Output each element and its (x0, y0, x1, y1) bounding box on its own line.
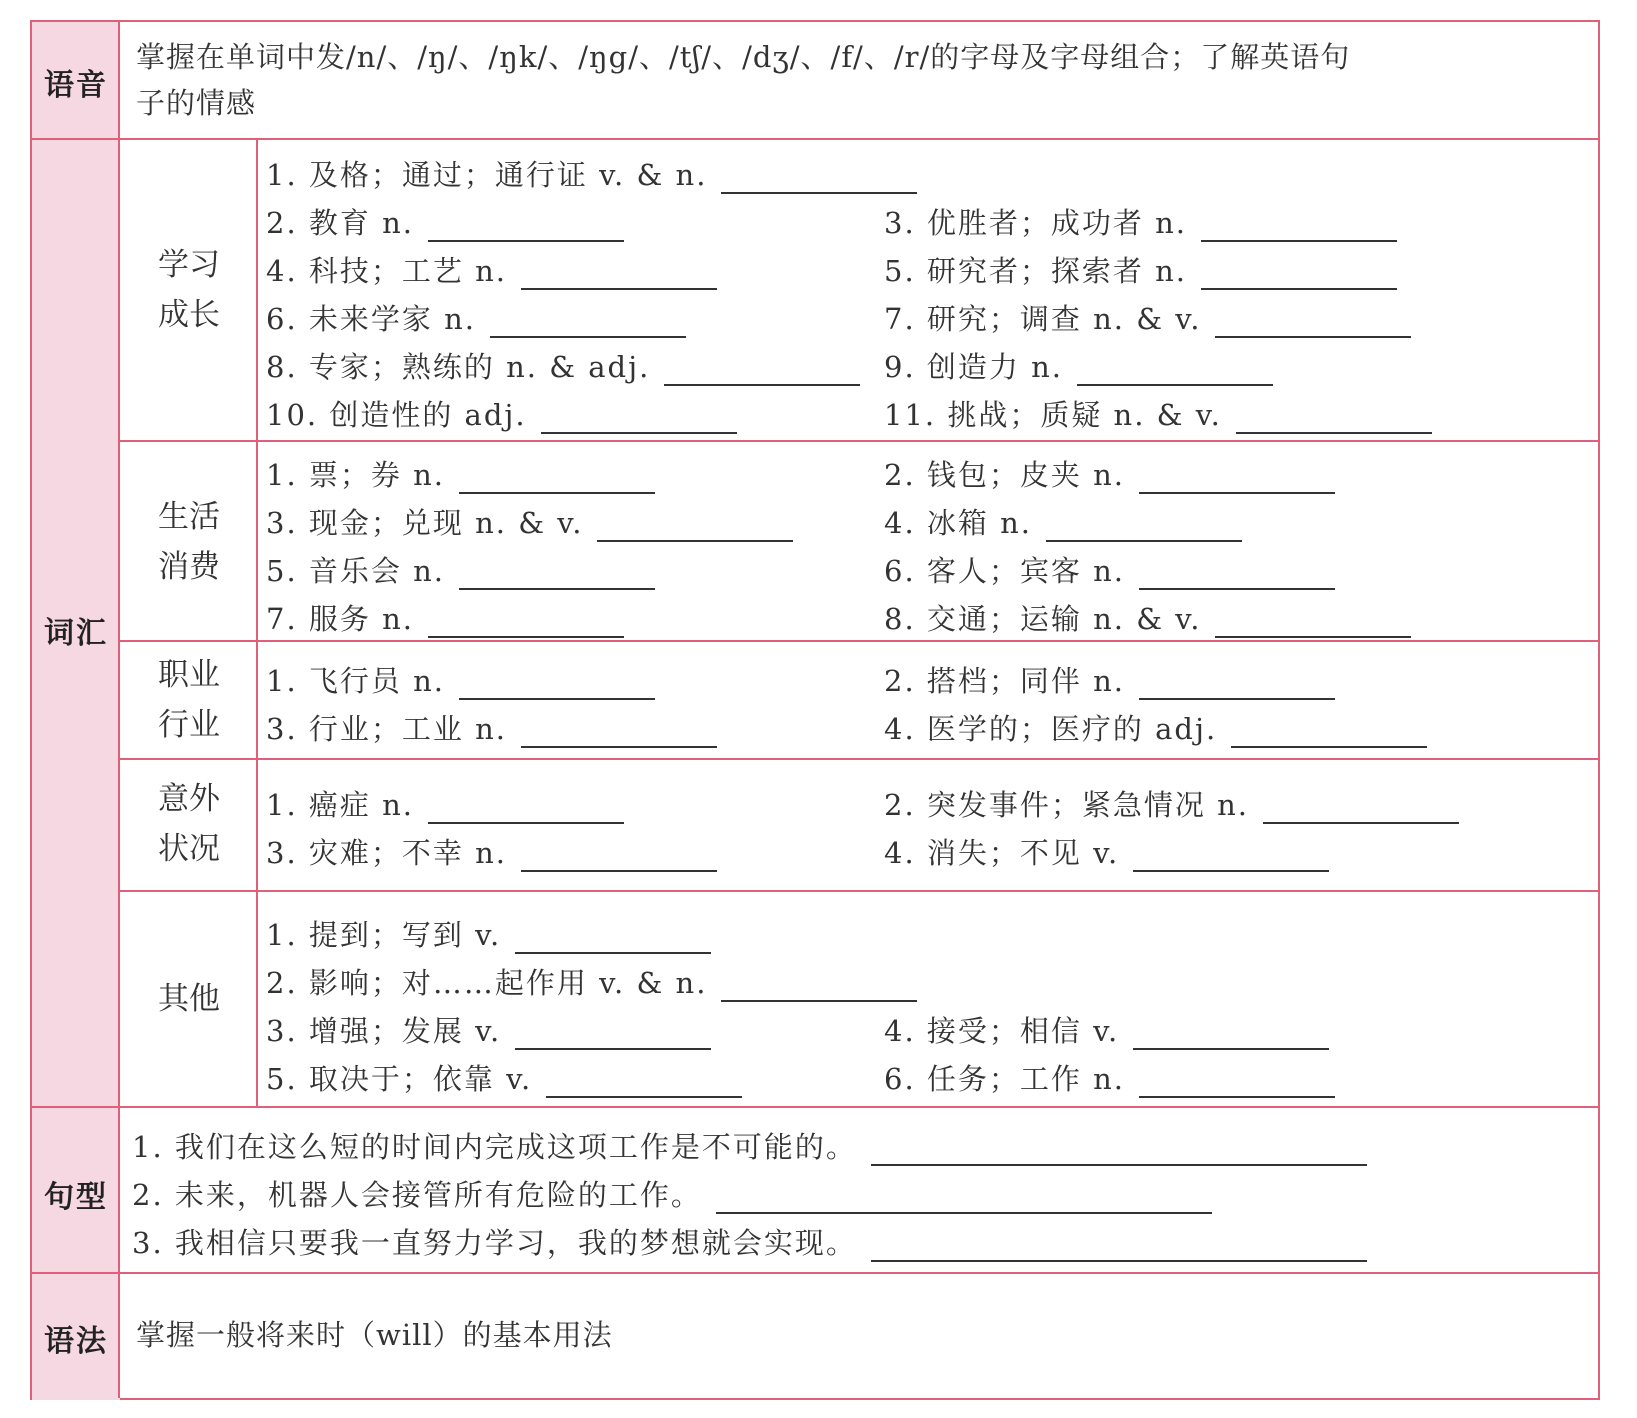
vocab-group-life-label: 生活 消费 (158, 499, 220, 585)
answer-blank[interactable] (664, 356, 860, 386)
grammar-text: 掌握一般将来时（will）的基本用法 (136, 1318, 613, 1352)
answer-blank[interactable] (1263, 794, 1459, 824)
vocab-study-item-3: 3. 优胜者；成功者 n. (884, 196, 1397, 242)
divider-pronunciation (32, 138, 1598, 140)
answer-blank[interactable] (1139, 670, 1335, 700)
answer-blank[interactable] (1201, 212, 1397, 242)
vocab-career-item-2: 2. 搭档；同伴 n. (884, 654, 1335, 700)
vocab-life-item-1: 1. 票；券 n. (266, 448, 655, 494)
vocab-study-item-5: 5. 研究者；探索者 n. (884, 244, 1397, 290)
divider-vocab-group-2 (120, 640, 1598, 642)
sentence-item-2: 2. 未来，机器人会接管所有危险的工作。 (132, 1168, 1212, 1214)
vocab-study-item-9: 9. 创造力 n. (884, 340, 1273, 386)
vocabulary-label: 词汇 (44, 616, 108, 651)
answer-blank[interactable] (521, 718, 717, 748)
vocab-group-accident-label: 意外 状况 (158, 781, 220, 867)
answer-blank[interactable] (1236, 404, 1432, 434)
answer-blank[interactable] (871, 1136, 1367, 1166)
grammar-label: 语法 (44, 1324, 108, 1359)
answer-blank[interactable] (521, 260, 717, 290)
divider-vocab-group-3 (120, 758, 1598, 760)
answer-blank[interactable] (1231, 718, 1427, 748)
divider-vocab-group-4 (120, 890, 1598, 892)
vocab-career-item-1: 1. 飞行员 n. (266, 654, 655, 700)
worksheet-table (30, 20, 1600, 1400)
answer-blank[interactable] (597, 512, 793, 542)
vocab-other-item-3: 3. 增强；发展 v. (266, 1004, 711, 1050)
answer-blank[interactable] (459, 670, 655, 700)
vocab-life-item-7: 7. 服务 n. (266, 592, 624, 638)
answer-blank[interactable] (1215, 308, 1411, 338)
answer-blank[interactable] (490, 308, 686, 338)
vocab-life-item-4: 4. 冰箱 n. (884, 496, 1242, 542)
pronunciation-label: 语音 (44, 68, 108, 103)
vocab-other-item-6: 6. 任务；工作 n. (884, 1052, 1335, 1098)
divider-sentence (32, 1272, 1598, 1274)
divider-vocab-group-1 (120, 440, 1598, 442)
vocab-accident-item-3: 3. 灾难；不幸 n. (266, 826, 717, 872)
answer-blank[interactable] (459, 464, 655, 494)
vocab-group-study-label: 学习 成长 (158, 247, 220, 333)
vocab-study-item-4: 4. 科技；工艺 n. (266, 244, 717, 290)
sentence-item-1: 1. 我们在这么短的时间内完成这项工作是不可能的。 (132, 1120, 1367, 1166)
vocab-other-item-1: 1. 提到；写到 v. (266, 908, 711, 954)
answer-blank[interactable] (871, 1232, 1367, 1262)
answer-blank[interactable] (1133, 842, 1329, 872)
vocab-study-item-11: 11. 挑战；质疑 n. & v. (884, 388, 1432, 434)
answer-blank[interactable] (515, 924, 711, 954)
answer-blank[interactable] (1215, 608, 1411, 638)
answer-blank[interactable] (521, 842, 717, 872)
answer-blank[interactable] (1133, 1020, 1329, 1050)
vocab-other-item-5: 5. 取决于；依靠 v. (266, 1052, 742, 1098)
answer-blank[interactable] (1046, 512, 1242, 542)
answer-blank[interactable] (1139, 1068, 1335, 1098)
vocab-study-item-10: 10. 创造性的 adj. (266, 388, 737, 434)
pronunciation-text-line1: 掌握在单词中发/n/、/ŋ/、/ŋk/、/ŋg/、/tʃ/、/dʒ/、/f/、/r/的字母及字母组合；了解英语句 (136, 40, 1351, 74)
answer-blank[interactable] (1139, 464, 1335, 494)
answer-blank[interactable] (721, 164, 917, 194)
answer-blank[interactable] (428, 794, 624, 824)
sentence-item-3: 3. 我相信只要我一直努力学习，我的梦想就会实现。 (132, 1216, 1367, 1262)
answer-blank[interactable] (716, 1184, 1212, 1214)
vocab-accident-item-1: 1. 癌症 n. (266, 778, 624, 824)
vocab-life-item-3: 3. 现金；兑现 n. & v. (266, 496, 793, 542)
vocab-study-item-8: 8. 专家；熟练的 n. & adj. (266, 340, 860, 386)
vocab-study-item-2: 2. 教育 n. (266, 196, 624, 242)
vocab-study-item-1: 1. 及格；通过；通行证 v. & n. (266, 148, 917, 194)
vocab-other-item-2: 2. 影响；对……起作用 v. & n. (266, 956, 917, 1002)
vocab-career-item-4: 4. 医学的；医疗的 adj. (884, 702, 1427, 748)
vocab-other-item-4: 4. 接受；相信 v. (884, 1004, 1329, 1050)
vocab-study-item-6: 6. 未来学家 n. (266, 292, 686, 338)
vocab-life-item-6: 6. 客人；宾客 n. (884, 544, 1335, 590)
answer-blank[interactable] (459, 560, 655, 590)
vocab-accident-item-4: 4. 消失；不见 v. (884, 826, 1329, 872)
vocab-group-career-label: 职业 行业 (158, 657, 220, 743)
divider-vocabulary (32, 1106, 1598, 1108)
answer-blank[interactable] (1139, 560, 1335, 590)
pronunciation-text-line2: 子的情感 (136, 86, 257, 120)
answer-blank[interactable] (515, 1020, 711, 1050)
answer-blank[interactable] (428, 212, 624, 242)
answer-blank[interactable] (1077, 356, 1273, 386)
answer-blank[interactable] (546, 1068, 742, 1098)
vocab-career-item-3: 3. 行业；工业 n. (266, 702, 717, 748)
vocab-life-item-2: 2. 钱包；皮夹 n. (884, 448, 1335, 494)
answer-blank[interactable] (721, 972, 917, 1002)
vocab-study-item-7: 7. 研究；调查 n. & v. (884, 292, 1411, 338)
vocab-life-item-8: 8. 交通；运输 n. & v. (884, 592, 1411, 638)
vocab-group-other-label: 其他 (158, 981, 220, 1017)
answer-blank[interactable] (1201, 260, 1397, 290)
vocab-accident-item-2: 2. 突发事件；紧急情况 n. (884, 778, 1459, 824)
answer-blank[interactable] (541, 404, 737, 434)
answer-blank[interactable] (428, 608, 624, 638)
vocab-life-item-5: 5. 音乐会 n. (266, 544, 655, 590)
sentence-label: 句型 (44, 1180, 108, 1215)
